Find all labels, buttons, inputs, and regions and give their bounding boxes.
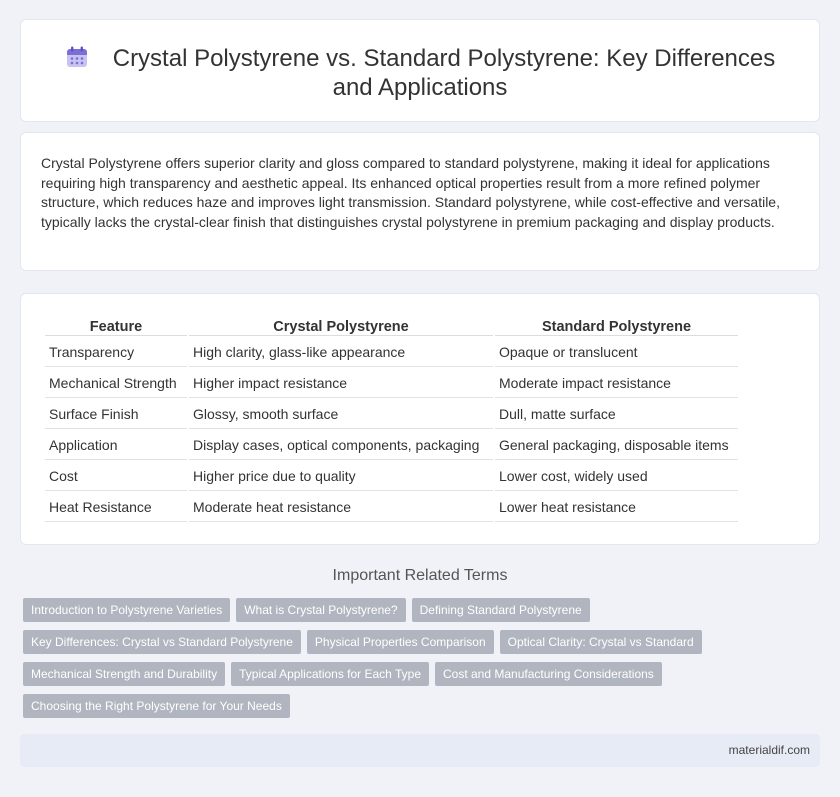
table-cell: General packaging, disposable items <box>495 431 738 460</box>
table-row <box>45 493 738 522</box>
table-cell: Lower cost, widely used <box>495 462 738 491</box>
tag-row <box>23 694 823 718</box>
related-term-tag[interactable]: Key Differences: Crystal vs Standard Polystyrene <box>23 630 301 654</box>
table-cell: Transparency <box>45 338 187 367</box>
table-cell: Higher impact resistance <box>189 369 493 398</box>
table-row <box>45 338 738 367</box>
header-feature: Feature <box>45 318 187 336</box>
table-row <box>45 462 738 491</box>
table-cell: Cost <box>45 462 187 491</box>
page-title-wrap <box>21 44 819 102</box>
table-cell: Moderate impact resistance <box>495 369 738 398</box>
related-term-tag[interactable]: Cost and Manufacturing Considerations <box>435 662 662 686</box>
table-row <box>45 431 738 460</box>
table-cell: Application <box>45 431 187 460</box>
tag-row <box>23 662 823 686</box>
comparison-card <box>20 293 820 545</box>
tag-row <box>23 598 823 622</box>
footer <box>20 734 820 767</box>
intro-card <box>20 132 820 271</box>
header-crystal: Crystal Polystyrene <box>189 318 493 336</box>
tag-row <box>23 630 823 654</box>
related-term-tag[interactable]: Introduction to Polystyrene Varieties <box>23 598 230 622</box>
related-term-tag[interactable]: Defining Standard Polystyrene <box>412 598 590 622</box>
table-cell: Surface Finish <box>45 400 187 429</box>
table-cell: High clarity, glass-like appearance <box>189 338 493 367</box>
intro-paragraph: Crystal Polystyrene offers superior clarity and gloss compared to standard polystyrene, making it ideal for applications requiring high transparency and aesthetic appeal. Its enhanced optical properties result from a more refined polymer structure, which reduces haze and improves light transmission. Standard polystyrene, while cost-effective and versatile, typically lacks the crystal-clear finish that distinguishes crystal polystyrene in premium packaging and display products. <box>41 155 780 230</box>
table-cell: Glossy, smooth surface <box>189 400 493 429</box>
related-term-tag[interactable]: Physical Properties Comparison <box>307 630 494 654</box>
related-term-tag[interactable]: What is Crystal Polystyrene? <box>236 598 405 622</box>
table-row <box>45 369 738 398</box>
header-standard: Standard Polystyrene <box>495 318 738 336</box>
table-cell: Higher price due to quality <box>189 462 493 491</box>
related-term-tag[interactable]: Typical Applications for Each Type <box>231 662 429 686</box>
calendar-icon <box>65 45 89 69</box>
table-header-row <box>45 318 738 336</box>
related-term-tag[interactable]: Mechanical Strength and Durability <box>23 662 225 686</box>
related-terms-list <box>23 598 823 726</box>
header-card <box>20 19 820 122</box>
table-cell: Heat Resistance <box>45 493 187 522</box>
table-cell: Lower heat resistance <box>495 493 738 522</box>
table-cell: Mechanical Strength <box>45 369 187 398</box>
table-row <box>45 400 738 429</box>
table-cell: Moderate heat resistance <box>189 493 493 522</box>
page-title: Crystal Polystyrene vs. Standard Polystyrene: Key Differences and Applications <box>112 45 776 101</box>
footer-site-link[interactable]: materialdif.com <box>728 743 810 757</box>
related-terms-title: Important Related Terms <box>332 567 508 584</box>
table-cell: Display cases, optical components, packaging <box>189 431 493 460</box>
table-cell: Opaque or translucent <box>495 338 738 367</box>
table-cell: Dull, matte surface <box>495 400 738 429</box>
related-term-tag[interactable]: Choosing the Right Polystyrene for Your Needs <box>23 694 290 718</box>
comparison-table <box>43 316 740 524</box>
related-term-tag[interactable]: Optical Clarity: Crystal vs Standard <box>500 630 702 654</box>
